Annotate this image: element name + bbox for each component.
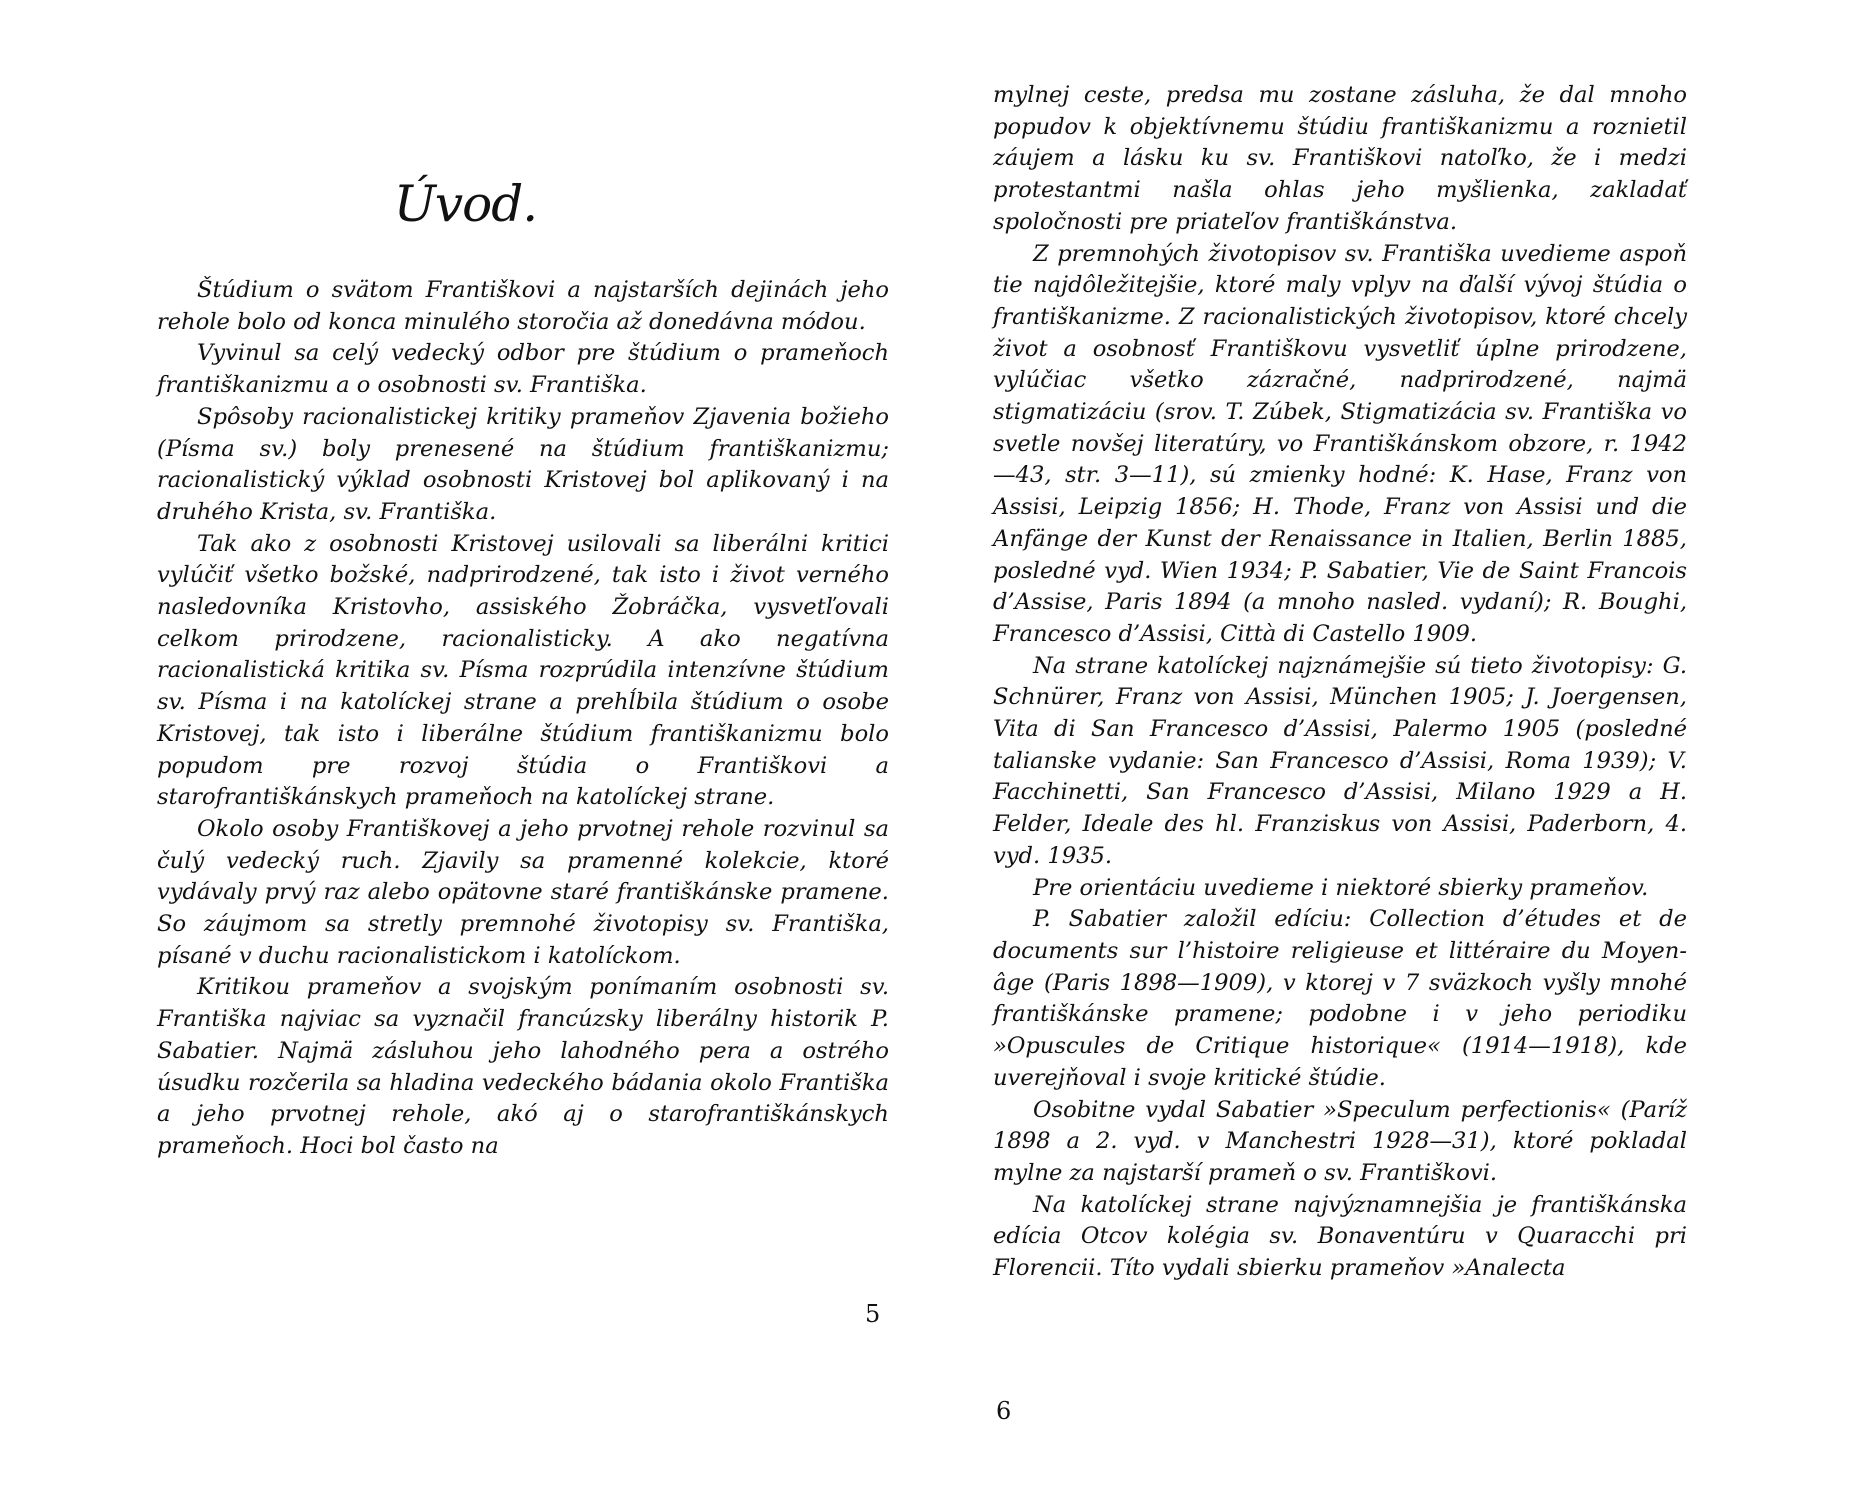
paragraph: Štúdium o svätom Františkovi a najstarších dejinách jeho rehole bolo od konca minulého storočia až donedávna módou.: [157, 277, 889, 335]
right-text-column: [993, 80, 1687, 1285]
right-page: [931, 0, 1862, 1500]
left-text-column: [157, 275, 889, 1163]
paragraph: Pre orientáciu uvedieme i niektoré sbierky prameňov.: [1033, 874, 1649, 901]
page-number: 6: [996, 1397, 1012, 1425]
paragraph: Osobitne vydal Sabatier »Speculum perfectionis« (Paríž 1898 a 2. vyd. v Manchestri 1928—31), ktoré pokladal mylne za najstarší prameň o sv. Františkovi.: [993, 1096, 1687, 1186]
page-number: 5: [865, 1300, 881, 1328]
paragraph: Z premnohých životopisov sv. Františka uvedieme aspoň tie najdôležitejšie, ktoré maly vplyv na ďalší vývoj štúdia o františkanizme. Z racionalistických životopisov, ktoré chcely život a osobnosť Františkovu vysvetliť úplne prirodzene, vylúčiac všetko zázračné, nadprirodzené, najmä stigmatizáciu (srov. T. Zúbek, Stigmatizácia sv. Františka vo svetle novšej literatúry, vo Františkánskom obzore, r. 1942—43, str. 3—11), sú zmienky hodné: K. Hase, Franz von Assisi, Leipzig 1856; H. Thode, Franz von Assisi und die Anfänge der Kunst der Renaissance in Italien, Berlin 1885, posledné vyd. Wien 1934; P. Sabatier, Vie de Saint Francois d’Assise, Paris 1894 (a mnoho nasled. vydaní); R. Boughi, Francesco d’Assisi, Città di Castello 1909.: [993, 240, 1687, 647]
paragraph: Okolo osoby Františkovej a jeho prvotnej rehole rozvinul sa čulý vedecký ruch. Zjavily sa pramenné kolekcie, ktoré vydávaly prvý raz alebo opätovne staré františkánske pramene. So záujmom sa stretly premnohé životopisy sv. Františka, písané v duchu racionalistickom i katolíckom.: [157, 815, 889, 969]
paragraph: Kritikou prameňov a svojským ponímaním osobnosti sv. Františka najviac sa vyznačil francúzsky liberálny historik P. Sabatier. Najmä zásluhou jeho lahodného pera a ostrého úsudku rozčerila sa hladina vedeckého bádania okolo Františka a jeho prvotnej rehole, akó aj o starofrantiškánskych prameňoch. Hoci bol často na: [157, 974, 889, 1159]
paragraph: P. Sabatier založil edíciu: Collection d’études et de documents sur l’histoire religieuse et littéraire du Moyen-âge (Paris 1898—1909), v ktorej v 7 sväzkoch vyšly mnohé františkánske pramene; podobne i v jeho periodiku »Opuscules de Critique historique« (1914—1918), kde uverejňoval i svoje kritické štúdie.: [993, 906, 1687, 1091]
paragraph: Spôsoby racionalistickej kritiky prameňov Zjavenia božieho (Písma sv.) boly prenesené na štúdium františkanizmu; racionalistický výklad osobnosti Kristovej bol aplikovaný i na druhého Krista, sv. Františka.: [157, 403, 889, 525]
paragraph: Na strane katolíckej najznámejšie sú tieto životopisy: G. Schnürer, Franz von Assisi, München 1905; J. Joergensen, Vita di San Francesco d’Assisi, Palermo 1905 (posledné talianske vydanie: San Francesco d’Assisi, Roma 1939); V. Facchinetti, San Francesco d’Assisi, Milano 1929 a H. Felder, Ideale des hl. Franziskus von Assisi, Paderborn, 4. vyd. 1935.: [993, 652, 1687, 869]
continued-paragraph: mylnej ceste, predsa mu zostane zásluha, že dal mnoho popudov k objektívnemu štúdiu františkanizmu a roznietil záujem a lásku ku sv. Františkovi natoľko, že i medzi protestantmi našla ohlas jeho myšlienka, zakladať spoločnosti pre priateľov františkánstva.: [993, 82, 1687, 235]
chapter-title: Úvod.: [393, 175, 538, 233]
paragraph: Tak ako z osobnosti Kristovej usilovali sa liberálni kritici vylúčiť všetko božské, nadprirodzené, tak isto i život verného nasledovníka Kristovho, assiského Žobráčka, vysvetľovali celkom prirodzene, racionalisticky. A ako negatívna racionalistická kritika sv. Písma rozprúdila intenzívne štúdium sv. Písma i na katolíckej strane a prehĺbila štúdium o osobe Kristovej, tak isto i liberálne štúdium františkanizmu bolo popudom pre rozvoj štúdia o Františkovi a starofrantiškánskych prameňoch na katolíckej strane.: [157, 530, 889, 811]
paragraph: Na katolíckej strane najvýznamnejšia je františkánska edícia Otcov kolégia sv. Bonaventúru v Quaracchi pri Florencii. Títo vydali sbierku prameňov »Analecta: [993, 1191, 1687, 1282]
paragraph: Vyvinul sa celý vedecký odbor pre štúdium o prameňoch františkanizmu a o osobnosti sv. Františka.: [157, 340, 889, 399]
